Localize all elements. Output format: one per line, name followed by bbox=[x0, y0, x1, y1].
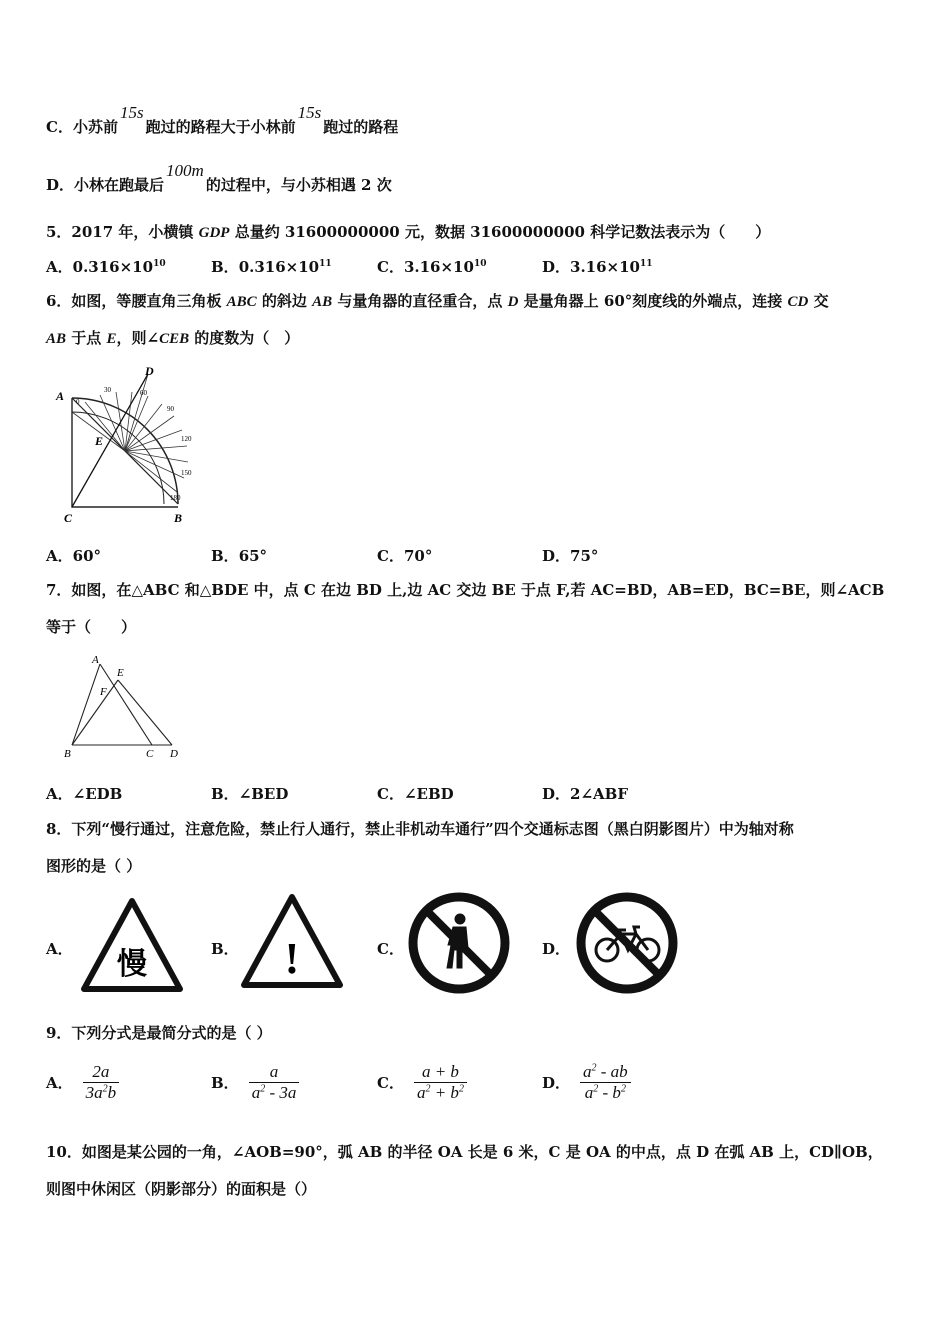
q6-label-b: B bbox=[174, 511, 183, 525]
q9-fraction-d: $\frac{a^2 - ab}{a^2 - b^2}$ bbox=[580, 1062, 631, 1103]
q7-stem-line1: 7．如图，在△ABC 和△BDE 中，点 C 在边 BD 上,边 AC 交边 BE 于点 F,若 AC=BD，AB=ED，BC=BE，则∠ACB bbox=[46, 581, 885, 599]
q10-stem-line2: 则图中休闲区（阴影部分）的面积是（） bbox=[46, 1180, 317, 1198]
q6-figure-protractor bbox=[50, 362, 220, 530]
q8-stem-line2: 图形的是（ ） bbox=[46, 857, 142, 875]
q7-label-f: F bbox=[100, 686, 107, 698]
q9-fraction-a: $\frac{2a}{3a^2b}$ bbox=[83, 1062, 120, 1103]
q8-sign-slow-char: 慢 bbox=[117, 948, 147, 981]
q6-tick-0: 0 bbox=[76, 398, 80, 406]
q8-stem-line1: 8．下列“慢行通过，注意危险，禁止行人通行，禁止非机动车通行”四个交通标志图（黑白阴影图片）中为轴对称 bbox=[46, 820, 794, 838]
q6-option-c: C．70° bbox=[377, 547, 433, 565]
q5-option-c: C．$3.16\times 10^{10}$ bbox=[377, 258, 487, 276]
q6-label-a: A bbox=[56, 389, 65, 403]
q7-label-a: A bbox=[92, 654, 99, 666]
q7-option-b: B．∠BED bbox=[211, 785, 289, 803]
q8-sign-danger bbox=[240, 893, 344, 989]
q6-option-d: D．75° bbox=[542, 547, 599, 565]
q8-option-d-label: D． bbox=[542, 940, 571, 958]
q9-option-d: D． $\frac{a^2 - ab}{a^2 - b^2}$ bbox=[542, 1062, 631, 1103]
q8-option-a-label: A． bbox=[46, 940, 73, 958]
q9-option-b: B． $\frac{a}{a^2 - 3a}$ bbox=[211, 1062, 299, 1103]
q6-tick-90: 90 bbox=[167, 405, 174, 413]
q6-option-a: A．60° bbox=[46, 547, 102, 565]
q9-stem: 9．下列分式是最简分式的是（ ） bbox=[46, 1024, 272, 1042]
q7-label-b: B bbox=[64, 748, 71, 760]
q7-option-a: A．∠EDB bbox=[46, 785, 123, 803]
q6-label-e: E bbox=[95, 434, 104, 448]
q8-sign-danger-char: ! bbox=[284, 934, 300, 983]
q7-label-c: C bbox=[146, 748, 154, 760]
q6-tick-150: 150 bbox=[181, 469, 192, 477]
q8-option-c-label: C． bbox=[377, 940, 404, 958]
q5-option-b: B．$0.316\times 10^{11}$ bbox=[211, 258, 332, 276]
q9-fraction-b: $\frac{a}{a^2 - 3a}$ bbox=[249, 1062, 300, 1103]
q9-fraction-c: $\frac{a + b}{a^2 + b^2}$ bbox=[414, 1062, 467, 1103]
q7-label-e: E bbox=[117, 667, 124, 679]
q6-stem-line1: 6．如图，等腰直角三角板 ABC 的斜边 AB 与量角器的直径重合，点 D 是量角器上 60°刻度线的外端点，连接 CD 交 bbox=[46, 292, 829, 310]
q5-option-d: D．$3.16\times 10^{11}$ bbox=[542, 258, 653, 276]
q8-option-b-label: B． bbox=[211, 940, 239, 958]
q9-option-c: C． $\frac{a + b}{a^2 + b^2}$ bbox=[377, 1062, 467, 1103]
q6-label-d: D bbox=[145, 364, 154, 378]
q9-option-a: A． $\frac{2a}{3a^2b}$ bbox=[46, 1062, 119, 1103]
q7-figure-triangles bbox=[60, 650, 185, 762]
q7-option-c: C．∠EBD bbox=[377, 785, 454, 803]
q6-option-b: B．65° bbox=[211, 547, 268, 565]
q6-tick-30: 30 bbox=[104, 386, 111, 394]
q7-label-d: D bbox=[170, 748, 178, 760]
q6-tick-180: 180 bbox=[170, 494, 181, 502]
q6-tick-120: 120 bbox=[181, 435, 192, 443]
q6-stem-line2: AB 于点 E，则∠CEB 的度数为（ ） bbox=[46, 329, 300, 347]
q7-option-d: D．2∠ABF bbox=[542, 785, 628, 803]
q4-option-c: C．小苏前15s跑过的路程大于小林前15s跑过的路程 bbox=[46, 103, 399, 136]
q6-tick-60: 60 bbox=[140, 389, 147, 397]
q7-stem-line2: 等于（ ） bbox=[46, 618, 137, 636]
q10-stem-line1: 10．如图是某公园的一角，∠AOB=90°，弧 AB 的半径 OA 长是 6 米，C 是 OA 的中点，点 D 在弧 AB 上，CD∥OB， bbox=[46, 1143, 883, 1161]
q5-option-a: A．$0.316\times 10^{10}$ bbox=[46, 258, 166, 276]
q8-sign-no-pedestrian bbox=[406, 890, 512, 996]
q8-sign-slow bbox=[80, 897, 184, 993]
q6-label-c: C bbox=[64, 511, 73, 525]
q4-option-d: D．小林在跑最后100m的过程中，与小苏相遇 2 次 bbox=[46, 161, 392, 194]
q5-stem: 5．2017 年，小横镇 GDP 总量约 31600000000 元，数据 31600000000 科学记数法表示为（ ） bbox=[46, 223, 771, 241]
q8-sign-no-bicycle bbox=[574, 890, 680, 996]
